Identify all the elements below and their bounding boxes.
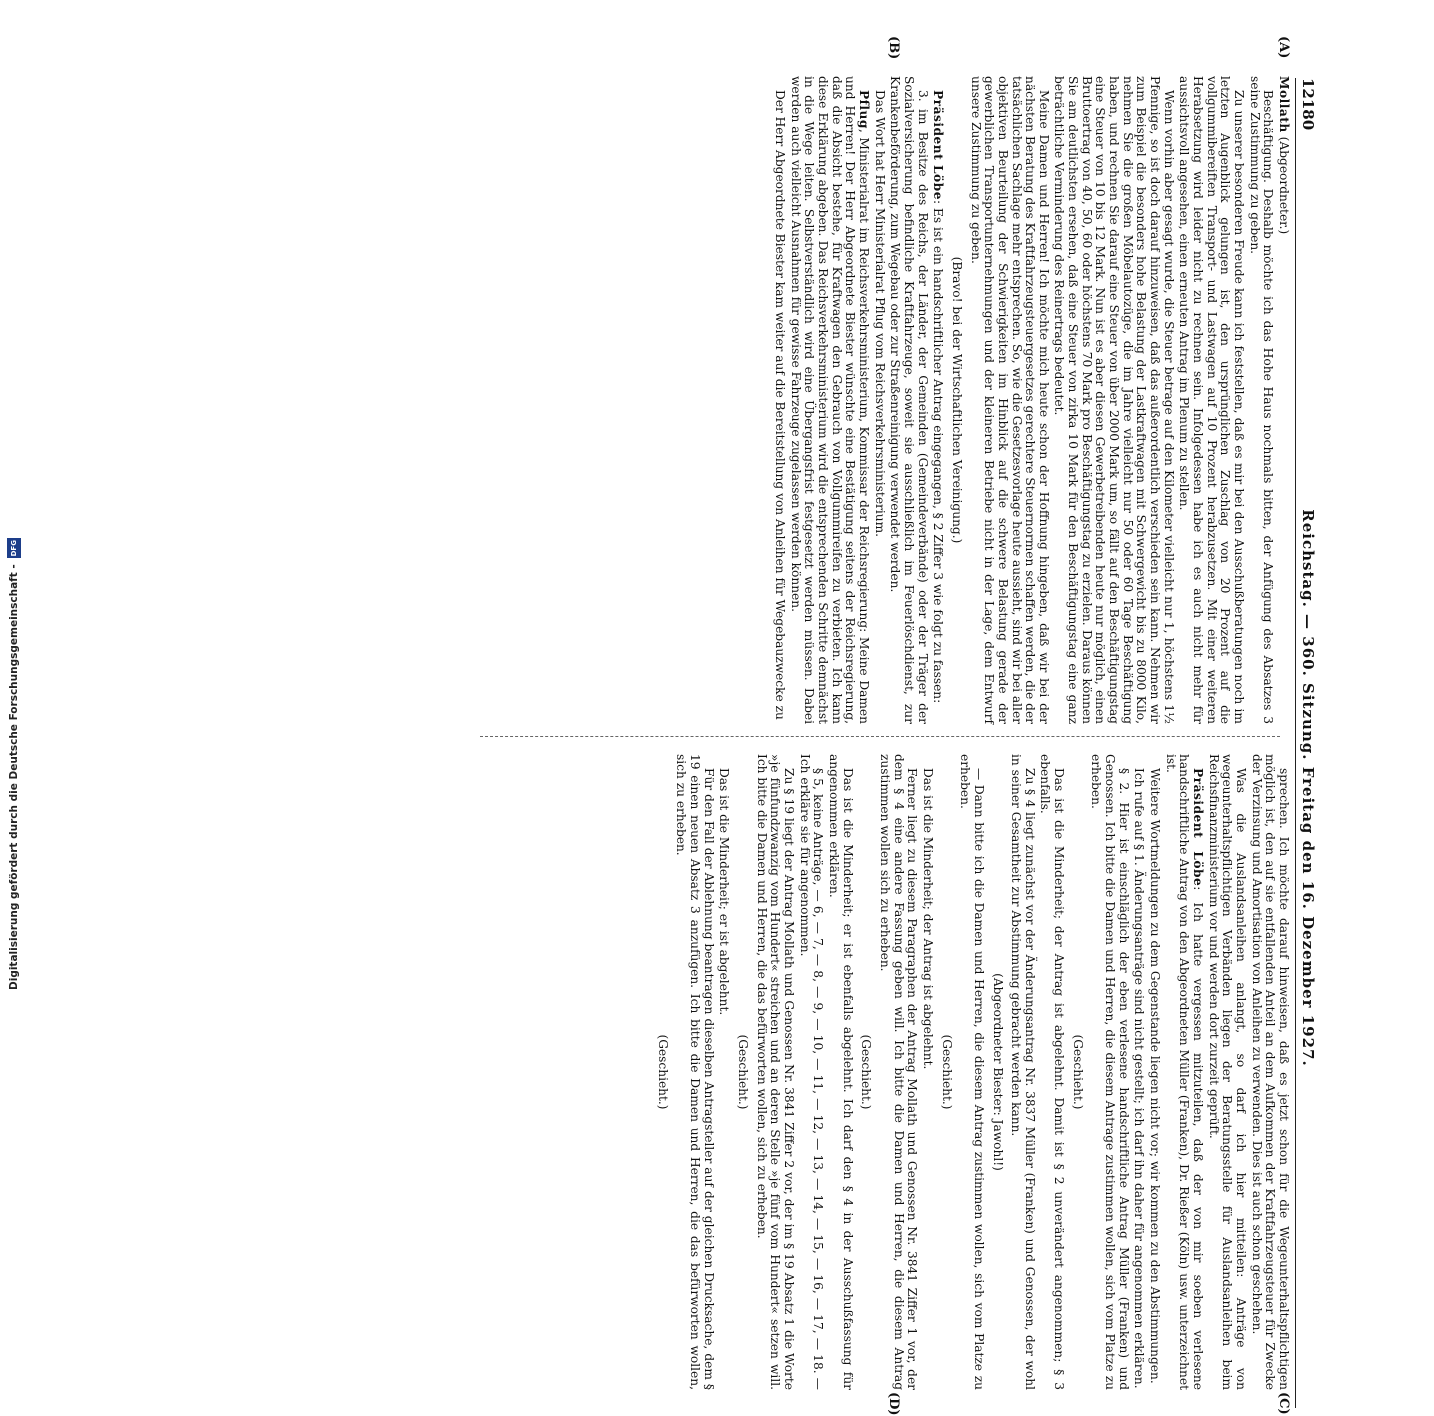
paragraph: [1132, 754, 1146, 1390]
paragraph-text: : Ich hatte vergessen mitzuteilen, daß der von mir soeben verlesene handschriftliche Antrag von den Abgeordneten Müller (Franken), Dr. Rießer (Köln) usw. unterzeichnet ist.: [1163, 754, 1206, 1390]
paragraph-text: Zu § 19 liegt der Antrag Mollath und Genossen Nr. 3841 Ziffer 2 vor, der im § 19 Absatz 1 die Worte »je fünfundzwanzig vom Hundert« streichen und an deren Stelle »je fünf vom Hundert« setzen will. Ich bitte die Damen und Herren, die das befürworten wollen, sich zu erheben.: [754, 754, 796, 1390]
paragraph: [1052, 76, 1175, 724]
paragraph: [754, 754, 795, 1390]
margin-marker-d: (D): [886, 1392, 901, 1416]
paragraph: [772, 76, 786, 724]
page-header: [1295, 78, 1320, 1408]
paragraph: [1247, 76, 1274, 724]
paragraph-text: § 2. Hier ist einschläglich der eben verlesene handschriftliche Antrag Müller (Franken) und Genossen. Ich bitte die Damen und Herren, die diesem Antrage zustimmen wollen, sich vom Platze zu erheben.: [1089, 754, 1131, 1390]
paragraph: [674, 754, 715, 1390]
paragraph: [1249, 754, 1290, 1390]
credit-text: Digitalisierung gefördert durch die Deutsche Forschungsgemeinschaft -: [8, 564, 20, 990]
paragraph: [1089, 754, 1130, 1390]
paragraph: [888, 76, 929, 724]
paragraph-text: Wenn vorhin aber gesagt wurde, die Steuer betrage auf den Kilometer vielleicht nur 1, höchstens 1½ Pfennige, so ist doch darauf hinzuweisen, daß das außerordentlich verschieden sein kann. Nehmen wir zum Beispiel die besonders hohe Belastung der Lastkraftwagen mit Schwergewicht bis zu 8000 Kilo, nehmen Sie die großen Möbelautozüge, die im Jahre vielleicht nur 50 oder 60 Tage Beschäftigung haben, und rechnen Sie darauf eine Steuer von über 2000 Mark um, so fällt auf den Beschäftigungstag eine Steuer von 10 bis 12 Mark. Nun ist es aber diesen Gewerbetreibenden heute nur möglich, einen Bruttoertrag von 40, 50, 60 oder höchstens 70 Mark pro Beschäftigungstag zu erzielen. Daraus können Sie am deutlichsten ersehen, daß eine Steuer von zirka 10 Mark für den Beschäftigungstag eine ganz beträchtliche Verminderung des Reinertrags bedeutet.: [1052, 76, 1176, 724]
stage-direction: (Geschieht.): [655, 1034, 670, 1110]
margin-marker-c: (C): [1276, 1392, 1291, 1415]
stage-direction: (Geschieht.): [859, 1034, 874, 1110]
paragraph: [872, 76, 886, 724]
paragraph-text: sprechen. Ich möchte darauf hinweisen, daß es jetzt schon für die Wegeunterhaltspflichtigen möglich ist, den auf sie entfallenden Anteil an dem Aufkommen der Kraftfahrzeugsteuer für Zwecke der Verzinsung und Amortisation von Anleihen zu verwenden. Dies ist auch schon geschehen.: [1249, 754, 1291, 1390]
paragraph-text: : Es ist ein handschriftlicher Antrag eingegangen, § 2 Ziffer 3 wie folgt zu fassen:: [931, 199, 946, 704]
paragraph: [1177, 76, 1245, 724]
speaker-name: Präsident Löbe: [931, 90, 946, 200]
paragraph-text: Das ist die Minderheit; er ist abgelehnt.: [717, 768, 732, 1016]
paragraph: [968, 76, 1050, 724]
paragraph-text: 3. im Besitze des Reichs, der Länder, der Gemeinden (Gemeindeverbände) oder der Träger der Sozialversicherung befindliche Kraftfahrzeuge, soweit sie ausschließlich im Feuerlöschdienst, zur Krankenbeförderung, zum Wegebau oder zur Straßenreinigung verwendet werden.: [888, 76, 930, 724]
paragraph-text: Das Wort hat Herr Ministerialrat Pflug vom Reichsverkehrsministerium.: [872, 90, 887, 538]
paragraph: [1009, 754, 1036, 1390]
paragraph: [797, 754, 824, 1390]
paragraph: [717, 754, 731, 1390]
paragraph-text: Für den Fall der Ablehnung beantragen dieselben Antragsteller auf der gleichen Drucksache, dem § 19 einen neuen Absatz 3 anzufügen. Ich bitte die Damen und Herren, die das befürworten wollen, sich zu erheben.: [674, 754, 716, 1390]
paragraph-text: — Dann bitte ich die Damen und Herren, die diesem Antrag zustimmen wollen, sich vom Platze zu erheben.: [958, 754, 986, 1390]
page-number: 12180: [1299, 78, 1318, 131]
right-column: [650, 754, 1290, 1390]
paragraph: [1147, 754, 1161, 1390]
margin-marker-a: (A): [1276, 36, 1291, 59]
paragraph-text: Ich rufe auf § 1. Änderungsanträge sind nicht gestellt; ich darf ihn daher für angenommen erklären.: [1132, 768, 1147, 1389]
rotated-page: [0, 36, 1320, 1416]
page-title: Reichstag. — 360. Sitzung. Freitag den 16. Dezember 1927.: [1299, 509, 1318, 1067]
paragraph-text: Beschäftigung. Deshalb möchte ich das Hohe Haus nochmals bitten, der Anfügung des Absatzes 3 seine Zustimmung zu geben.: [1247, 76, 1276, 724]
paragraph: [788, 76, 870, 724]
paragraph-text: Weitere Wortmeldungen zu dem Gegenstande liegen nicht vor; wir kommen zu den Abstimmungen.: [1148, 768, 1163, 1384]
speaker-name: Präsident Löbe: [1191, 768, 1206, 887]
paragraph-text: Ferner liegt zu diesem Paragraphen der Antrag Mollath und Genossen Nr. 3841 Ziffer 1 vor, der dem § 4 eine andere Fassung geben will. Ich bitte die Damen und Herren, die diesem Antrag zustimmen wollen sich zu erheben.: [877, 754, 920, 1390]
speaker-name: Pflug: [856, 90, 871, 129]
paragraph: [877, 754, 918, 1390]
paragraph: [920, 754, 934, 1390]
paragraph-text: Zu § 4 liegt zunächst vor der Änderungsantrag Nr. 3837 Müller (Franken) und Genossen, der wohl in seiner Gesamtheit zur Abstimmung gebracht werden kann.: [1009, 754, 1037, 1390]
stage-direction: (Abgeordneter Biester: Jawohl!): [990, 973, 1005, 1171]
paragraph-text: Zu unserer besonderen Freude kann ich feststellen, daß es mir bei den Ausschußberatungen noch im letzten Augenblick gelungen ist, den ursprünglichen Zuschlag von 20 Prozent auf die vollgummibereiften Transport- und Lastwagen auf 10 Prozent herabzusetzen. Mit einer weiteren Herabsetzung wird leider nicht zu rechnen sein. Infolgedessen habe ich es auch nicht mehr für aussichtsvoll angesehen, einen erneuten Antrag im Plenum zu stellen.: [1177, 76, 1247, 724]
stage-direction: (Bravo! bei der Wirtschaftlichen Vereinigung.): [949, 256, 964, 544]
digitization-credit: [4, 0, 24, 1000]
paragraph-text: (Abgeordneter.): [1277, 132, 1291, 235]
paragraph-text: Das ist die Minderheit; er ist ebenfalls abgelehnt. Ich darf den § 4 in der Ausschußfassung für angenommen erklären.: [826, 754, 855, 1390]
speaker-name: Mollath: [1277, 76, 1291, 133]
column-divider: [480, 736, 1280, 738]
paragraph: [1163, 754, 1204, 1390]
paragraph: [826, 754, 853, 1390]
stage-direction: (Geschieht.): [939, 1034, 954, 1110]
left-column: [770, 76, 1290, 724]
paragraph: [958, 754, 985, 1390]
paragraph-text: § 5, keine Anträge, — 6, — 7, — 8, — 9, — 10, — 11, — 12, — 13, — 14, — 15, — 16, — 17, — 18. — Ich erkläre sie für angenommen.: [797, 754, 826, 1390]
paragraph-text: Das ist die Minderheit; der Antrag ist abgelehnt. Damit ist § 2 unverändert angenommen; § 3 ebenfalls.: [1038, 754, 1067, 1390]
stage-direction: (Geschieht.): [1070, 1034, 1085, 1110]
paragraph: [931, 76, 945, 724]
paragraph-text: Was die Auslandsanleihen anlangt, so darf ich hier mitteilen: Anträge von wegeunterhaltspflichtigen Verbänden liegen der Beratungsstelle für Auslandsanleihen beim Reichsfinanzministerium vor und werden dort zurzeit geprüft.: [1206, 754, 1249, 1390]
paragraph-text: Das ist die Minderheit; der Antrag ist abgelehnt.: [920, 768, 935, 1070]
paragraph: [1038, 754, 1065, 1390]
paragraph: [1206, 754, 1247, 1390]
paragraph: [1276, 76, 1290, 724]
dfg-logo-icon: DFG: [7, 538, 21, 558]
paragraph-text: , Ministerialrat im Reichsverkehrsministerium, Kommissar der Reichsregierung: Meine Damen und Herren! Der Herr Abgeordnete Biester wünschte eine Bestätigung seitens der Reichsregierung, daß die Absicht bestehe, für Kraftwagen den Gebrauch von Vollgummireifen zu verbieten. Ich kann diese Erklärung abgeben. Das Reichsverkehrsministerium wird die entsprechenden Schritte demnächst in die Wege leiten. Selbstverständlich wird eine Übergangsfrist festgesetzt werden müssen. Dabei werden auch vielleicht Ausnahmen für gewisse Fahrzeuge zugelassen werden können.: [788, 76, 871, 724]
margin-marker-b: (B): [886, 36, 901, 60]
stage-direction: (Geschieht.): [736, 1034, 751, 1110]
paragraph-text: Der Herr Abgeordnete Biester kam weiter auf die Bereitstellung von Anleihen für Wegebauzwecke zu: [773, 90, 788, 720]
paragraph-text: Meine Damen und Herren! Ich möchte mich heute schon der Hoffnung hingeben, daß wir bei der nächsten Beratung des Kraftfahrzeugsteuergesetzes gerechtere Steuernormen schaffen werden, die der tatsächlichen Sachlage mehr entsprechen. So, wie die Gesetzesvorlage heute aussieht, sind wir bei aller objektiven Beurteilung der Schwierigkeiten im Hinblick auf die schwere Belastung gerade der gewerblichen Transportunternehmungen und der kleineren Betriebe nicht in der Lage, dem Entwurf unsere Zustimmung zu geben.: [968, 76, 1051, 724]
